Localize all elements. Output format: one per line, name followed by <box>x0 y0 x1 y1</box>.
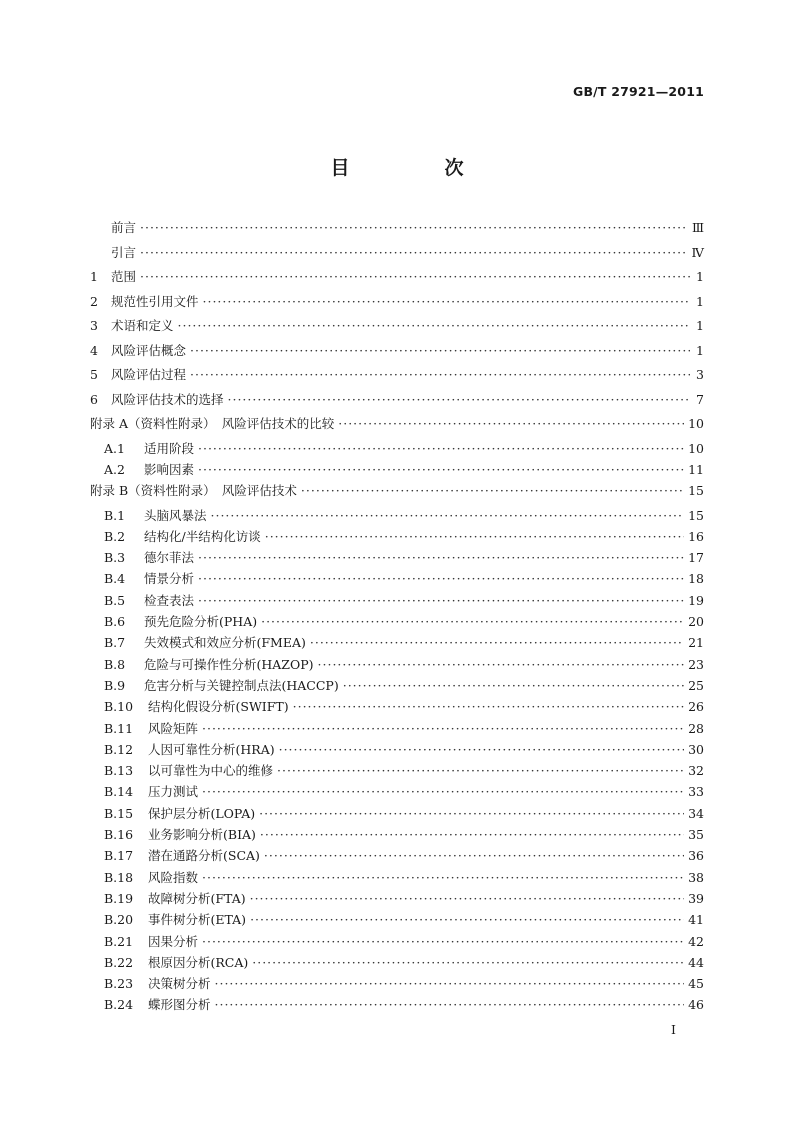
toc-entry[interactable] <box>90 548 704 569</box>
dot-leader <box>202 721 684 736</box>
dot-leader <box>202 934 684 949</box>
dot-leader <box>202 870 684 885</box>
toc-entry[interactable] <box>90 267 704 292</box>
toc-entry[interactable] <box>90 804 704 825</box>
toc-entry-title <box>104 825 256 843</box>
toc-entry[interactable] <box>90 506 704 527</box>
toc-entry-title <box>104 439 194 457</box>
toc-entry-title <box>104 868 198 886</box>
toc-entry-title <box>104 548 194 566</box>
toc-entry-title <box>104 782 198 800</box>
toc-entry[interactable] <box>90 910 704 931</box>
dot-leader <box>250 912 684 927</box>
dot-leader <box>215 976 685 991</box>
toc-entry-label: 预先危险分析(PHA) <box>144 614 258 630</box>
dot-leader <box>198 462 684 477</box>
toc-entry-label: 风险指数 <box>148 869 199 885</box>
toc-entry-page: 30 <box>688 741 704 757</box>
dot-leader <box>198 441 684 456</box>
toc-entry-number: B.19 <box>104 890 134 906</box>
dot-leader <box>198 550 684 565</box>
toc-entry-label: 决策树分析 <box>148 976 211 992</box>
toc-entry-label: 人因可靠性分析(HRA) <box>148 741 275 757</box>
toc-entry-number: A.1 <box>104 440 125 456</box>
toc-entry-label: 压力测试 <box>148 784 199 800</box>
toc-entry-title <box>90 243 136 261</box>
toc-entry-page: 19 <box>688 592 704 608</box>
toc-entry-number: B.10 <box>104 699 134 715</box>
toc-entry-label: 危险与可操作性分析(HAZOP) <box>144 656 314 672</box>
toc-entry-title <box>104 506 207 524</box>
toc-entry[interactable] <box>90 218 704 243</box>
page-title: 目 次 <box>330 157 502 179</box>
toc-entry[interactable] <box>90 676 704 697</box>
toc-entry-title <box>104 460 194 478</box>
toc-entry-label: 结构化/半结构化访谈 <box>144 528 261 544</box>
toc-entry[interactable] <box>90 460 704 481</box>
toc-entry-label: 德尔菲法 <box>144 550 195 566</box>
toc-entry-page: 25 <box>688 677 704 693</box>
toc-entry-page: 33 <box>688 784 704 800</box>
toc-entry-title <box>90 390 224 408</box>
toc-entry-title <box>104 995 211 1013</box>
toc-entry-title <box>90 316 174 334</box>
toc-entry-page: 1 <box>696 318 704 333</box>
toc-entry-page: 1 <box>696 293 704 309</box>
dot-leader <box>140 269 690 284</box>
toc-entry-number: B.7 <box>104 635 126 651</box>
dot-leader <box>310 635 684 650</box>
toc-entry[interactable] <box>90 825 704 846</box>
toc-entry-number: B.23 <box>104 976 134 992</box>
toc-entry-number: B.6 <box>104 614 126 630</box>
toc-entry[interactable] <box>90 243 704 268</box>
toc-entry-title <box>104 804 255 822</box>
toc-entry[interactable] <box>90 292 704 317</box>
toc-entry-page: 45 <box>688 976 704 992</box>
dot-leader <box>140 220 688 235</box>
toc-entry-number: B.13 <box>104 763 134 779</box>
toc-entry[interactable] <box>90 846 704 867</box>
toc-entry[interactable] <box>90 591 704 612</box>
dot-leader <box>338 416 684 431</box>
toc-entry[interactable] <box>90 633 704 654</box>
toc-entry-page: 1 <box>696 269 704 284</box>
toc-entry-page: 3 <box>696 367 704 382</box>
toc-entry-title <box>90 267 136 285</box>
toc-entry-title <box>104 910 246 928</box>
table-of-contents <box>90 218 704 1017</box>
toc-entry-title <box>90 218 136 236</box>
dot-leader <box>198 571 684 586</box>
toc-entry-number: 4 <box>90 342 98 358</box>
toc-entry-number: B.17 <box>104 848 134 864</box>
toc-entry[interactable] <box>90 761 704 782</box>
dot-leader <box>211 508 685 523</box>
toc-entry-number: B.4 <box>104 571 126 587</box>
toc-entry[interactable] <box>90 341 704 366</box>
toc-entry-label: 风险评估概念 <box>111 342 187 358</box>
toc-entry-page: Ⅲ <box>691 220 704 235</box>
dot-leader <box>140 245 687 260</box>
toc-entry-title <box>90 292 199 310</box>
toc-entry-number: B.2 <box>104 528 126 544</box>
toc-entry-label: 失效模式和效应分析(FMEA) <box>144 635 306 651</box>
toc-entry-page: 42 <box>688 933 704 949</box>
toc-entry[interactable] <box>90 953 704 974</box>
toc-entry-title <box>104 527 261 545</box>
toc-entry[interactable] <box>90 414 704 439</box>
toc-entry-page: 11 <box>688 461 704 477</box>
toc-entry-title <box>104 676 339 694</box>
toc-entry[interactable] <box>90 782 704 803</box>
toc-entry-title <box>104 633 306 651</box>
toc-entry-page: Ⅳ <box>691 244 704 260</box>
dot-leader <box>202 784 684 799</box>
toc-entry-title <box>104 740 275 758</box>
toc-entry-number: B.3 <box>104 550 126 566</box>
toc-entry[interactable] <box>90 932 704 953</box>
toc-entry-number: 3 <box>90 318 98 333</box>
toc-entry-number: B.14 <box>104 784 134 800</box>
toc-entry[interactable] <box>90 868 704 889</box>
toc-entry-label: 影响因素 <box>144 461 195 477</box>
toc-entry-label: 风险矩阵 <box>148 720 199 736</box>
toc-entry-label: 风险评估技术的选择 <box>111 391 224 407</box>
dot-leader <box>190 343 690 358</box>
toc-entry-page: 35 <box>688 827 704 843</box>
toc-entry-label: 引言 <box>111 244 137 260</box>
toc-entry-number: B.18 <box>104 869 134 885</box>
toc-entry-number: B.8 <box>104 656 126 672</box>
toc-entry-title <box>90 341 186 359</box>
toc-entry-title <box>104 697 289 715</box>
toc-entry-label: 业务影响分析(BIA) <box>148 827 256 843</box>
toc-entry-number: 6 <box>90 391 98 407</box>
toc-entry-label: 范围 <box>111 269 137 284</box>
toc-entry-number: 5 <box>90 367 98 382</box>
toc-entry-title <box>104 761 273 779</box>
toc-entry[interactable] <box>90 481 704 506</box>
toc-entry-page: 32 <box>688 763 704 779</box>
toc-entry-label: 保护层分析(LOPA) <box>148 805 256 821</box>
dot-leader <box>228 392 690 407</box>
toc-entry-number: B.9 <box>104 677 126 693</box>
toc-entry-label: 术语和定义 <box>111 318 174 333</box>
dot-leader <box>277 763 684 778</box>
toc-entry[interactable] <box>90 719 704 740</box>
dot-leader <box>301 483 684 498</box>
toc-entry-page: 1 <box>696 342 704 358</box>
toc-entry-label: 事件树分析(ETA) <box>148 912 247 928</box>
toc-entry-label: 危害分析与关键控制点法(HACCP) <box>144 677 339 693</box>
toc-entry-title <box>104 719 198 737</box>
toc-entry[interactable] <box>90 655 704 676</box>
toc-entry-label: 结构化假设分析(SWIFT) <box>148 699 289 715</box>
toc-entry-label: 蝶形图分析 <box>148 997 211 1013</box>
toc-entry-number: 1 <box>90 269 98 284</box>
toc-entry-number: B.22 <box>104 954 134 970</box>
toc-entry-title <box>104 569 194 587</box>
toc-entry[interactable] <box>90 697 704 718</box>
toc-entry-page: 10 <box>688 440 704 456</box>
toc-entry-page: 16 <box>688 528 704 544</box>
toc-entry-page: 34 <box>688 805 704 821</box>
toc-entry-page: 7 <box>696 391 704 407</box>
toc-entry[interactable] <box>90 365 704 390</box>
toc-entry[interactable] <box>90 316 704 341</box>
toc-entry-label: 因果分析 <box>148 933 199 949</box>
toc-entry-label: 故障树分析(FTA) <box>148 890 246 906</box>
toc-entry[interactable] <box>90 569 704 590</box>
toc-entry-title <box>90 365 186 383</box>
toc-entry-page: 41 <box>688 912 704 928</box>
toc-entry-number: B.11 <box>104 720 134 736</box>
dot-leader <box>318 657 685 672</box>
toc-entry-page: 36 <box>688 848 704 864</box>
dot-leader <box>178 318 690 333</box>
dot-leader <box>198 593 684 608</box>
toc-entry-page: 18 <box>688 571 704 587</box>
toc-entry-page: 17 <box>688 550 704 566</box>
dot-leader <box>261 614 684 629</box>
toc-entry-number: B.5 <box>104 592 126 608</box>
toc-entry[interactable] <box>90 995 704 1016</box>
toc-entry-label: 以可靠性为中心的维修 <box>148 763 274 779</box>
toc-entry-number: B.21 <box>104 933 134 949</box>
toc-entry-label: 潜在通路分析(SCA) <box>148 848 260 864</box>
dot-leader <box>265 529 684 544</box>
toc-entry-number: B.24 <box>104 997 134 1013</box>
toc-entry-title <box>104 932 198 950</box>
dot-leader <box>259 806 684 821</box>
dot-leader <box>215 997 685 1012</box>
toc-entry[interactable] <box>90 889 704 910</box>
dot-leader <box>260 827 684 842</box>
toc-entry-title <box>104 591 194 609</box>
toc-entry[interactable] <box>90 439 704 460</box>
toc-entry-label: 头脑风暴法 <box>144 507 207 523</box>
standard-code: GB/T 27921—2011 <box>572 84 704 99</box>
toc-entry-number: B.16 <box>104 827 134 843</box>
toc-entry-number: 2 <box>90 293 98 309</box>
toc-entry-page: 10 <box>688 416 704 431</box>
toc-entry-page: 28 <box>688 720 704 736</box>
dot-leader <box>203 294 690 309</box>
dot-leader <box>293 699 684 714</box>
toc-entry-page: 26 <box>688 699 704 715</box>
toc-entry-title <box>104 846 260 864</box>
toc-entry-label: 附录 B（资料性附录） 风险评估技术 <box>90 483 297 499</box>
toc-entry-title <box>90 481 297 499</box>
toc-entry-label: 适用阶段 <box>144 440 195 456</box>
page-number: I <box>671 1022 676 1037</box>
toc-entry-label: 情景分析 <box>144 571 195 587</box>
toc-entry-page: 15 <box>688 507 704 523</box>
toc-entry-label: 附录 A（资料性附录） 风险评估技术的比较 <box>90 416 335 431</box>
toc-entry-title <box>104 612 257 630</box>
toc-entry-number: A.2 <box>104 461 125 477</box>
toc-entry-title <box>104 974 211 992</box>
toc-entry-page: 23 <box>688 656 704 672</box>
toc-entry-page: 20 <box>688 614 704 630</box>
toc-entry-title <box>90 414 334 432</box>
toc-entry-page: 15 <box>688 483 704 499</box>
toc-entry[interactable] <box>90 390 704 415</box>
toc-entry-page: 44 <box>688 954 704 970</box>
toc-entry-number: B.12 <box>104 741 134 757</box>
toc-entry[interactable] <box>90 740 704 761</box>
dot-leader <box>343 678 684 693</box>
toc-entry[interactable] <box>90 612 704 633</box>
toc-entry-page: 46 <box>688 997 704 1013</box>
toc-entry-label: 根原因分析(RCA) <box>148 954 249 970</box>
toc-entry-label: 前言 <box>111 220 137 235</box>
toc-entry-number: B.15 <box>104 805 134 821</box>
dot-leader <box>279 742 685 757</box>
toc-entry-title <box>104 655 314 673</box>
toc-entry-title <box>104 889 246 907</box>
toc-entry-number: B.1 <box>104 507 126 523</box>
toc-entry-title <box>104 953 248 971</box>
toc-entry-label: 规范性引用文件 <box>111 293 199 309</box>
dot-leader <box>252 955 684 970</box>
toc-entry[interactable] <box>90 527 704 548</box>
dot-leader <box>190 367 690 382</box>
toc-entry-page: 39 <box>688 890 704 906</box>
dot-leader <box>250 891 684 906</box>
toc-entry-number: B.20 <box>104 912 134 928</box>
dot-leader <box>264 848 684 863</box>
toc-entry-label: 检查表法 <box>144 592 195 608</box>
toc-entry-page: 38 <box>688 869 704 885</box>
toc-entry[interactable] <box>90 974 704 995</box>
toc-entry-label: 风险评估过程 <box>111 367 187 382</box>
toc-entry-page: 21 <box>688 635 704 651</box>
